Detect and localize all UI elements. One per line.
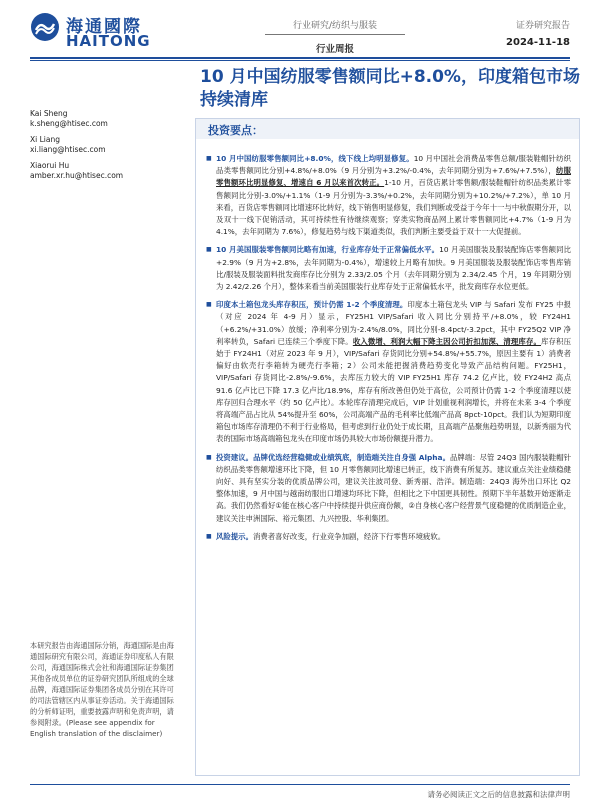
footer-notice: 请务必阅读正文之后的信息披露和法律声明: [427, 790, 570, 799]
haitong-logo-icon: [30, 12, 60, 42]
report-type: 行业周报: [315, 44, 354, 55]
analyst-email[interactable]: amber.xr.hu@htisec.com: [30, 171, 124, 180]
logo-cn: 海通國際: [66, 17, 142, 37]
analyst-3: [30, 161, 123, 181]
highlight-paragraph: [206, 299, 571, 445]
highlight-paragraph: [206, 531, 571, 543]
paragraph-lead: 投资建议。品牌优选经营稳健或业绩筑底，制造端关注自身强 Alpha。: [216, 452, 450, 462]
highlight-paragraph: [206, 153, 571, 238]
paragraph-emphasis: 纺服零售额环比明显修复、增速自 6 月以来首次转正。: [216, 166, 571, 188]
logo-en: HAITONG: [66, 32, 151, 50]
paragraph-lead: 10 月美国服装零售额同比略有加速，行业库存处于正常偏低水平。: [216, 245, 440, 255]
report-label: 证券研究报告: [515, 21, 570, 31]
footer-divider: [30, 784, 570, 785]
paragraph-text: 印度本土箱包龙头 VIP 与 Safari 发布 FY25 中报（对应 2024 年 4-9 月）显示，FY25H1 VIP/Safari 收入同比分别持平/+8.0%，较 FY24H1（+6.2%/+31.0%）放缓；净利率分别为-2.4%/8.0%，同比分别-8.4pct/-3.2pct，其中 FY25Q2 VIP 净利率转负，Safari 已连续三个季度下降。: [216, 300, 571, 346]
box-header: [196, 119, 579, 139]
analyst-1: [30, 109, 108, 129]
header-right: [470, 18, 570, 48]
analyst-email[interactable]: k.sheng@htisec.com: [30, 119, 108, 128]
paragraph-text: 品牌端：尽管 24Q3 国内服装鞋帽针纺织品类零售额增速环比下降，但 10 月零售额同比增速已转正，线下消费有所复苏。建议重点关注业绩稳健向好、具有坚实分装的优质品牌公司，建议关注波司登、新秀丽、浩洋。制造端：24Q3 海外出口环比 Q2 整体加速，9 月中国与越南纺服出口增速均环比下降，但相比之下中国更具韧性。预期下半年基数开始逐渐走高。我们仍然看好①能在核心客户中持续提升供应商份额，②自身核心客户经营景气度稳健的优质制造企业，建议关注申洲国际、裕元集团、九兴控股、华利集团。: [216, 452, 571, 523]
report-title: 10 月中国纺服零售额同比+8.0%，印度箱包市场持续清库: [200, 67, 580, 110]
header-middle: [265, 18, 405, 55]
paragraph-rest: 库存积压始于 FY24H1（对应 2023 年 9 月），VIP/Safari 存货同比分别+54.8%/+55.7%，原因主要有 1）消费者偏好由软壳行李箱转为硬壳行李箱；2）公司未能把握消费趋势变化导致产品结构问题。FY25H1，VIP/Safari 存货同比-2.8%/-9.6%，去库压力较大的 VIP FY25H1 库存 74.2 亿卢比，较 FY24H2 高点 91.6 亿卢比已下降 17.3 亿卢比/18.9%，库存有所改善但仍处于高位，公司预计仍需 1-2 个季度清理以使库存回归合理水平（约 50 亿卢比）。本轮库存清理完成后，VIP 计划重视利润增长，并将在未来 3-4 个季度将高端产品占比从 54%提升至 60%，公司高端产品的毛利率比低端产品高 8pct-10pct。我们认为短期印度箱包市场库存清理仍不利于行业格局，但考虑到行业仍处于成长期，且高端产品聚焦趋势明显，以新秀丽为代表的国际市场高端箱包龙头在印度市场仍具较大市场份额提升潜力。: [216, 336, 571, 444]
paragraph-text: 消费者喜好改变，行业竞争加剧，经济下行零售环境疲软。: [252, 531, 446, 541]
paragraph-text: 10 月中国社会消费品零售总额/服装鞋帽针纺织品类零售额同比分别+4.8%/+8.0%（9 月分别为+3.2%/-0.4%，去年同期分别为+7.6%/+7.5%），: [216, 154, 571, 176]
analyst-2: [30, 135, 106, 155]
paragraph-text: 10 月美国服装及服装配饰店零售额同比+2.9%（9 月为+2.8%，去年同期为-0.4%），增速较上月略有加快。9 月美国服装及服装配饰店零售库销比/服装及服装面料批发商库存比分别为 2.33/2.05 个月（去年同期分别为 2.34/2.45 个月，19 年同期分别为 2.42/2.26 个月），整体来看当前美国服装行业库存处于正常偏低水平，批发商库存水位更低。: [216, 245, 571, 292]
paragraph-lead: 风险提示。: [216, 531, 253, 541]
analyst-name: Xi Liang: [30, 135, 60, 144]
box-heading: 投资要点：: [208, 124, 263, 137]
header-divider: [30, 57, 570, 59]
paragraph-lead: 10 月中国纺服零售额同比+8.0%，线下线上均明显修复。: [216, 154, 414, 163]
investment-highlights-box: [195, 118, 580, 776]
paragraph-emphasis: 收入微增、利润大幅下降主因公司折扣加深、清理库存。: [352, 336, 542, 346]
analyst-email[interactable]: xi.liang@htisec.com: [30, 145, 106, 154]
report-category: 行业研究/纺织与服装: [265, 18, 405, 35]
analyst-name: Xiaorui Hu: [30, 161, 70, 170]
report-date: 2024-11-18: [506, 37, 570, 48]
header-divider-thin: [30, 60, 570, 61]
paragraph-rest: 1-10 月，百货店累计零售额/服装鞋帽针纺织品类累计零售额同比分别-3.0%/+1.1%（1-9 月分别为-3.3%/+0.2%，去年同期分别为+10.2%/+7.2%），单 10 月来看，百货店零售额同比增速环比转好，线下销售明显修复，我们判断或受益于今年十一与中秋假期分开，以及双十一线下促销活动，其可持续性有待继续观察；穿类实物商品网上累计零售额同比+4.7%（1-9 月为 4.1%，去年同期为 7.6%），修复趋势与线下渠道类似，我们判断主要受益于双十一大促提前。: [216, 178, 571, 237]
highlight-paragraph: [206, 452, 571, 525]
analyst-name: Kai Sheng: [30, 109, 68, 118]
paragraph-lead: 印度本土箱包龙头库存积压，预计仍需 1-2 个季度清理。: [216, 300, 408, 310]
highlights-content: [206, 153, 571, 549]
disclaimer: 本研究报告由海通国际分销，海通国际是由海通国际研究有限公司，海通证券印度私人有限公司，海通国际株式会社和海通国际证券集团其他各成员单位的证券研究团队所组成的全球品牌，海通国际证券集团各成员分别在其许可的司法管辖区内从事证券活动。关于海通国际的分析师证明，重要披露声明和免责声明，请参阅附录。(Please see appendix for English translation of the disclaimer): [30, 641, 174, 738]
highlight-paragraph: [206, 244, 571, 293]
haitong-logo: [30, 8, 180, 50]
